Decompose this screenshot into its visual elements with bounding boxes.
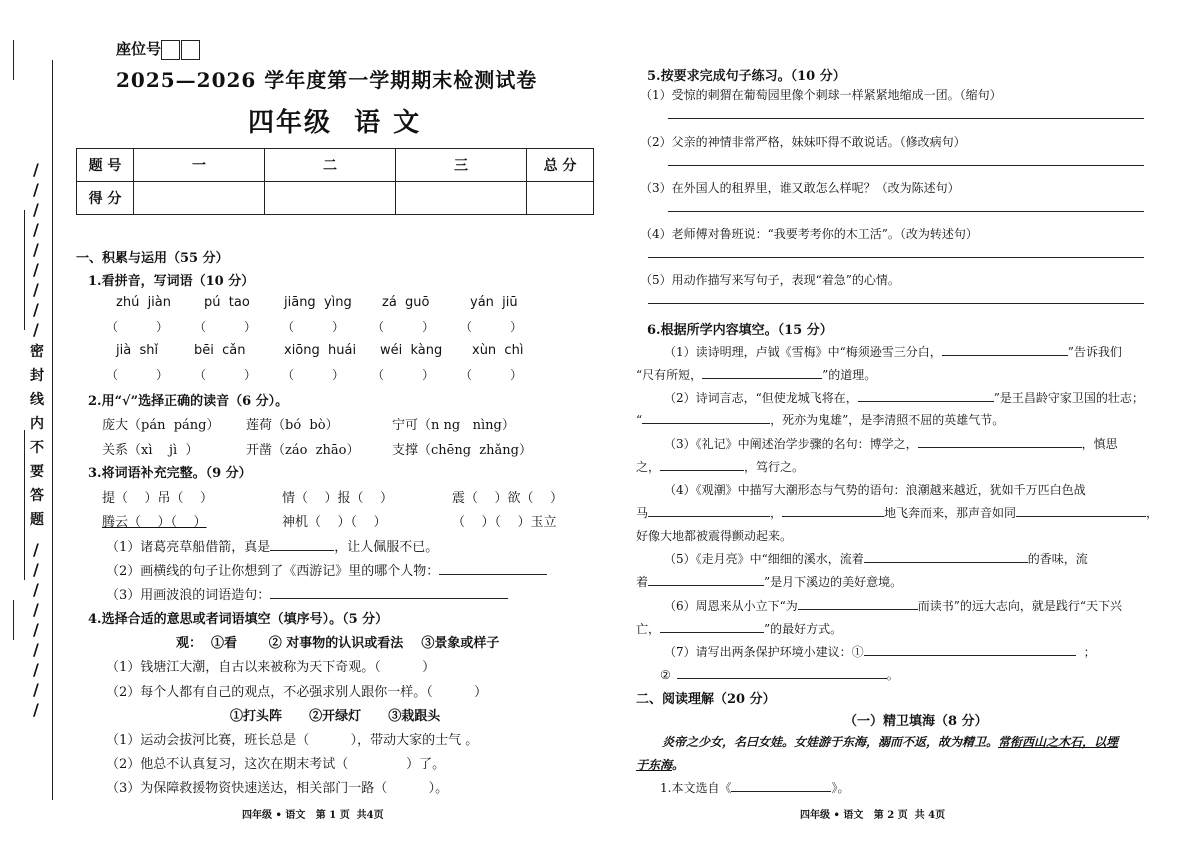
q6-text: 亡，	[636, 622, 661, 636]
score-header-cell: 一	[134, 149, 265, 182]
q6-line	[664, 643, 1096, 660]
q6-line	[664, 389, 1144, 406]
score-table-header-row	[77, 149, 594, 182]
q2-item[interactable]: 莲荷（bó bò）	[246, 418, 339, 433]
q2-item[interactable]: 宁可（n ng nìng）	[392, 418, 515, 433]
q6-title: 6.根据所学内容填空。（15 分）	[647, 323, 833, 338]
answer-blank[interactable]	[864, 643, 1076, 656]
q6-text: 的香味，流	[1027, 552, 1088, 566]
q6-line	[636, 366, 876, 383]
q6-text: ，死亦为鬼雄”，是李清照不屈的英雄气节。	[770, 413, 1005, 427]
student-name-line[interactable]	[24, 210, 25, 330]
pinyin: wéi kàng	[380, 343, 443, 358]
q6-text: ”是王昌龄守家卫国的壮志；	[993, 391, 1144, 405]
reading-passage-line1	[662, 733, 1118, 750]
reading-q1-end: 》。	[831, 781, 850, 795]
score-table	[76, 148, 594, 215]
answer-parens[interactable]: （ ）	[282, 320, 345, 334]
answer-blank[interactable]	[1016, 504, 1146, 517]
answer-parens[interactable]: （ ）	[106, 368, 169, 382]
q6-text: “	[636, 413, 643, 427]
score-table-score-row	[77, 182, 594, 215]
score-cell[interactable]	[396, 182, 527, 215]
section2-title: 二、阅读理解（20 分）	[636, 692, 776, 707]
q6-text: ”是月下溪边的美好意境。	[764, 575, 903, 589]
q6-line	[664, 597, 1122, 614]
q3-sub1-text: （1）诸葛亮草船借箭，真是	[106, 540, 271, 555]
q6-line: 好像大地都被震得颤动起来。	[636, 529, 793, 543]
pinyin: yán jiū	[470, 295, 518, 310]
q4-options-2: ①打头阵 ②开绿灯 ③栽跟头	[230, 709, 441, 724]
q6-line	[664, 550, 1088, 567]
q5-answer-line[interactable]	[668, 211, 1144, 212]
answer-parens[interactable]: （ ）	[282, 368, 345, 382]
seal-dash: /	[33, 300, 39, 319]
q5-item: （5）用动作描写来写句子，表现“着急”的心情。	[640, 273, 900, 287]
q6-text: 着	[636, 575, 649, 589]
q5-item: （2）父亲的神情非常严格，妹妹吓得不敢说话。（修改病句）	[640, 135, 966, 149]
pinyin: jià shǐ	[116, 343, 159, 358]
pinyin: jiāng yìng	[284, 295, 352, 310]
q5-item: （3）在外国人的租界里，谁又敢怎么样呢？（改为陈述句）	[640, 181, 960, 195]
q6-text: （1）读诗明理，卢钺《雪梅》中“梅须逊雪三分白，	[664, 345, 942, 359]
q6-line	[660, 666, 899, 683]
seal-dash: /	[33, 200, 39, 219]
q3-sub2	[106, 560, 547, 579]
section1-title: 一、积累与运用（55 分）	[76, 251, 229, 266]
q6-text: 地飞奔而来，那声音如同	[884, 506, 1017, 520]
answer-blank[interactable]	[660, 458, 744, 471]
q3-sub3	[106, 584, 508, 603]
q5-item: （4）老师傅对鲁班说：“我要考考你的木工活”。（改为转述句）	[640, 227, 978, 241]
q6-text: ；	[1083, 645, 1096, 659]
seal-dash: /	[33, 160, 39, 179]
answer-blank[interactable]	[660, 620, 764, 633]
answer-parens[interactable]: （ ）	[460, 320, 523, 334]
q6-text: 。	[886, 668, 899, 682]
score-cell[interactable]	[265, 182, 396, 215]
answer-blank[interactable]	[798, 597, 918, 610]
q6-text: 之，	[636, 460, 661, 474]
answer-parens[interactable]: （ ）	[106, 320, 169, 334]
answer-blank[interactable]	[642, 411, 770, 424]
q6-text: ，笃行之。	[744, 460, 805, 474]
reading-title: （一）精卫填海（8 分）	[844, 714, 988, 729]
q6-text: ”的最好方式。	[764, 622, 843, 636]
q6-line	[636, 504, 1158, 521]
q6-text: 而读书”的远大志向，就是践行“天下兴	[917, 599, 1123, 613]
q6-text: （3）《礼记》中阐述治学步骤的名句：博学之，	[664, 437, 918, 451]
q2-title: 2.用“√”选择正确的读音（6 分）。	[88, 394, 289, 409]
pinyin: zhú jiàn	[116, 295, 171, 310]
page2-footer: 四年级 • 语文 第 2 页 共 4页	[800, 810, 946, 821]
q6-text: ”告诉我们	[1067, 345, 1122, 359]
q6-text: 马	[636, 506, 649, 520]
q2-item[interactable]: 开凿（záo zhāo）	[246, 443, 360, 458]
q6-line	[636, 458, 804, 475]
answer-blank[interactable]	[858, 389, 994, 402]
q6-text: ，	[1146, 506, 1159, 520]
binding-vertical-line-outer	[13, 600, 14, 640]
seal-dash: /	[33, 320, 39, 339]
q4-sentence[interactable]: （2）每个人都有自己的观点，不必强求别人跟你一样。（ ）	[106, 685, 488, 700]
q4-sentence[interactable]: （1）钱塘江大潮，自古以来被称为天下奇观。（ ）	[106, 660, 436, 675]
q6-text: ，慎思	[1081, 437, 1118, 451]
q2-item[interactable]: 关系（xì jì ）	[102, 443, 199, 458]
pinyin: pú tao	[204, 295, 250, 310]
q3-sub2-text: （2）画横线的句子让你想到了《西游记》里的哪个人物：	[106, 564, 440, 579]
seal-dash: /	[33, 560, 39, 579]
answer-blank[interactable]	[702, 366, 822, 379]
seal-dash: /	[33, 240, 39, 259]
seal-dash: /	[33, 640, 39, 659]
q5-item: （1）受惊的刺猬在葡萄园里像个刺球一样紧紧地缩成一团。（缩句）	[640, 88, 1002, 102]
q4-sentence[interactable]: （3）为保障救援物资快速送达，相关部门一路（ ）。	[106, 781, 449, 796]
seat-number	[116, 38, 200, 60]
answer-blank[interactable]	[648, 504, 770, 517]
binding-vertical-line-outer	[13, 40, 14, 80]
seal-dash: /	[33, 180, 39, 199]
answer-blank[interactable]	[439, 562, 547, 575]
q3-word[interactable]: 震（ ）欲（ ）	[452, 491, 564, 506]
q3-sub3-text: （3）用画波浪的词语造句：	[106, 588, 271, 603]
q5-answer-line[interactable]	[648, 257, 1144, 258]
q6-text: （7）请写出两条保护环境小建议：①	[664, 645, 864, 659]
q6-line	[664, 343, 1122, 360]
seal-dash: /	[33, 540, 39, 559]
seal-dash: /	[33, 580, 39, 599]
reading-text-underlined: 于东海	[636, 758, 673, 772]
answer-blank[interactable]	[731, 779, 831, 792]
seal-dash: /	[33, 700, 39, 719]
answer-blank[interactable]	[677, 666, 887, 679]
seal-dash: /	[33, 620, 39, 639]
q3-word[interactable]: 提（ ）吊（ ）	[102, 491, 214, 506]
q6-line: （4）《观潮》中描写大潮形态与气势的语句：浪潮越来越近，犹如千万匹白色战	[664, 483, 1086, 497]
pinyin: bēi cǎn	[194, 343, 246, 358]
reading-q1-text: 1.本文选自《	[660, 781, 732, 795]
q6-line	[636, 411, 1004, 428]
q5-answer-line[interactable]	[668, 118, 1144, 119]
q3-word[interactable]: 情（ ）报（ ）	[282, 491, 394, 506]
seal-dash: /	[33, 660, 39, 679]
q3-word-underlined[interactable]: 腾云（ ）（ ）	[102, 515, 207, 530]
answer-blank[interactable]	[270, 586, 508, 599]
answer-parens[interactable]: （ ）	[372, 320, 435, 334]
score-header-cell: 总 分	[527, 149, 594, 182]
seal-dash: /	[33, 280, 39, 299]
score-header-cell: 三	[396, 149, 527, 182]
answer-parens[interactable]: （ ）	[460, 368, 523, 382]
seal-dash: /	[33, 220, 39, 239]
q3-sub1	[106, 536, 438, 555]
answer-blank[interactable]	[270, 538, 334, 551]
q6-text: ”的道理。	[822, 368, 877, 382]
answer-blank[interactable]	[648, 573, 764, 586]
score-cell[interactable]	[527, 182, 594, 215]
q5-answer-line[interactable]	[648, 303, 1144, 304]
seal-dash: /	[33, 600, 39, 619]
q6-text: “尺有所短，	[636, 368, 703, 382]
reading-text: 炎帝之少女，名曰女娃。女娃游于东海，溺而不返，故为精卫。	[662, 735, 999, 749]
q6-line	[636, 573, 902, 590]
pinyin: zá guō	[382, 295, 430, 310]
q4-title: 4.选择合适的意思或者词语填空（填序号）。（5 分）	[88, 612, 389, 627]
binding-vertical-line	[52, 60, 53, 800]
q6-text: ，	[770, 506, 783, 520]
q6-text: （5）《走月亮》中“细细的溪水，流着	[664, 552, 864, 566]
answer-parens[interactable]: （ ）	[372, 368, 435, 382]
q2-item[interactable]: 庞大（pán páng）	[102, 418, 220, 433]
score-header-cell: 题 号	[77, 149, 134, 182]
student-class-line[interactable]	[24, 430, 25, 580]
reading-text-underlined: 常衔西山之木石，以堙	[998, 735, 1119, 749]
score-cell[interactable]	[134, 182, 265, 215]
q5-answer-line[interactable]	[668, 165, 1144, 166]
q2-item[interactable]: 支撑（chēng zhǎng）	[392, 443, 532, 458]
seat-box-1[interactable]	[161, 40, 180, 60]
q3-sub1-end: ，让人佩服不已。	[334, 540, 439, 555]
answer-blank[interactable]	[782, 504, 884, 517]
answer-parens[interactable]: （ ）	[194, 368, 257, 382]
q6-text: ②	[660, 668, 671, 682]
answer-parens[interactable]: （ ）	[194, 320, 257, 334]
reading-q1	[660, 779, 849, 796]
seat-label: 座位号	[116, 40, 162, 58]
score-row-label: 得 分	[77, 182, 134, 215]
q4-sentence[interactable]: （2）他总不认真复习，这次在期末考试（ ）了。	[106, 757, 446, 772]
q1-title: 1.看拼音，写词语（10 分）	[88, 274, 255, 289]
q3-word[interactable]: （ ）（ ）玉立	[452, 515, 557, 530]
q4-options-1: 观： ①看 ② 对事物的认识或看法 ③景象或样子	[176, 636, 500, 651]
score-header-cell: 二	[265, 149, 396, 182]
subject-title: 四年级 语 文	[248, 108, 422, 138]
pinyin: xiōng huái	[284, 343, 357, 358]
exam-title: 2025—2026 学年度第一学期期末检测试卷	[116, 68, 538, 92]
answer-blank[interactable]	[942, 343, 1068, 356]
binding-warning: 密封线内不要答题	[30, 344, 44, 528]
q3-word[interactable]: 神机（ ）（ ）	[282, 515, 387, 530]
seal-dash: /	[33, 260, 39, 279]
page1-footer: 四年级 • 语文 第 1 页 共4页	[242, 810, 384, 821]
q5-title: 5.按要求完成句子练习。（10 分）	[647, 69, 846, 84]
answer-blank[interactable]	[864, 550, 1028, 563]
pinyin: xùn chì	[472, 343, 524, 358]
q6-line	[636, 620, 842, 637]
reading-passage-line2	[636, 756, 684, 773]
q6-text: （6）周恩来从小立下“为	[664, 599, 798, 613]
seal-dash: /	[33, 680, 39, 699]
reading-text: 。	[672, 758, 685, 772]
seat-box-2[interactable]	[181, 40, 200, 60]
answer-blank[interactable]	[918, 435, 1082, 448]
q6-text: （2）诗词言志，“但使龙城飞将在，	[664, 391, 858, 405]
q3-title: 3.将词语补充完整。（9 分）	[88, 466, 252, 481]
q6-line	[664, 435, 1118, 452]
q4-sentence[interactable]: （1）运动会拔河比赛，班长总是（ ），带动大家的士气 。	[106, 733, 479, 748]
